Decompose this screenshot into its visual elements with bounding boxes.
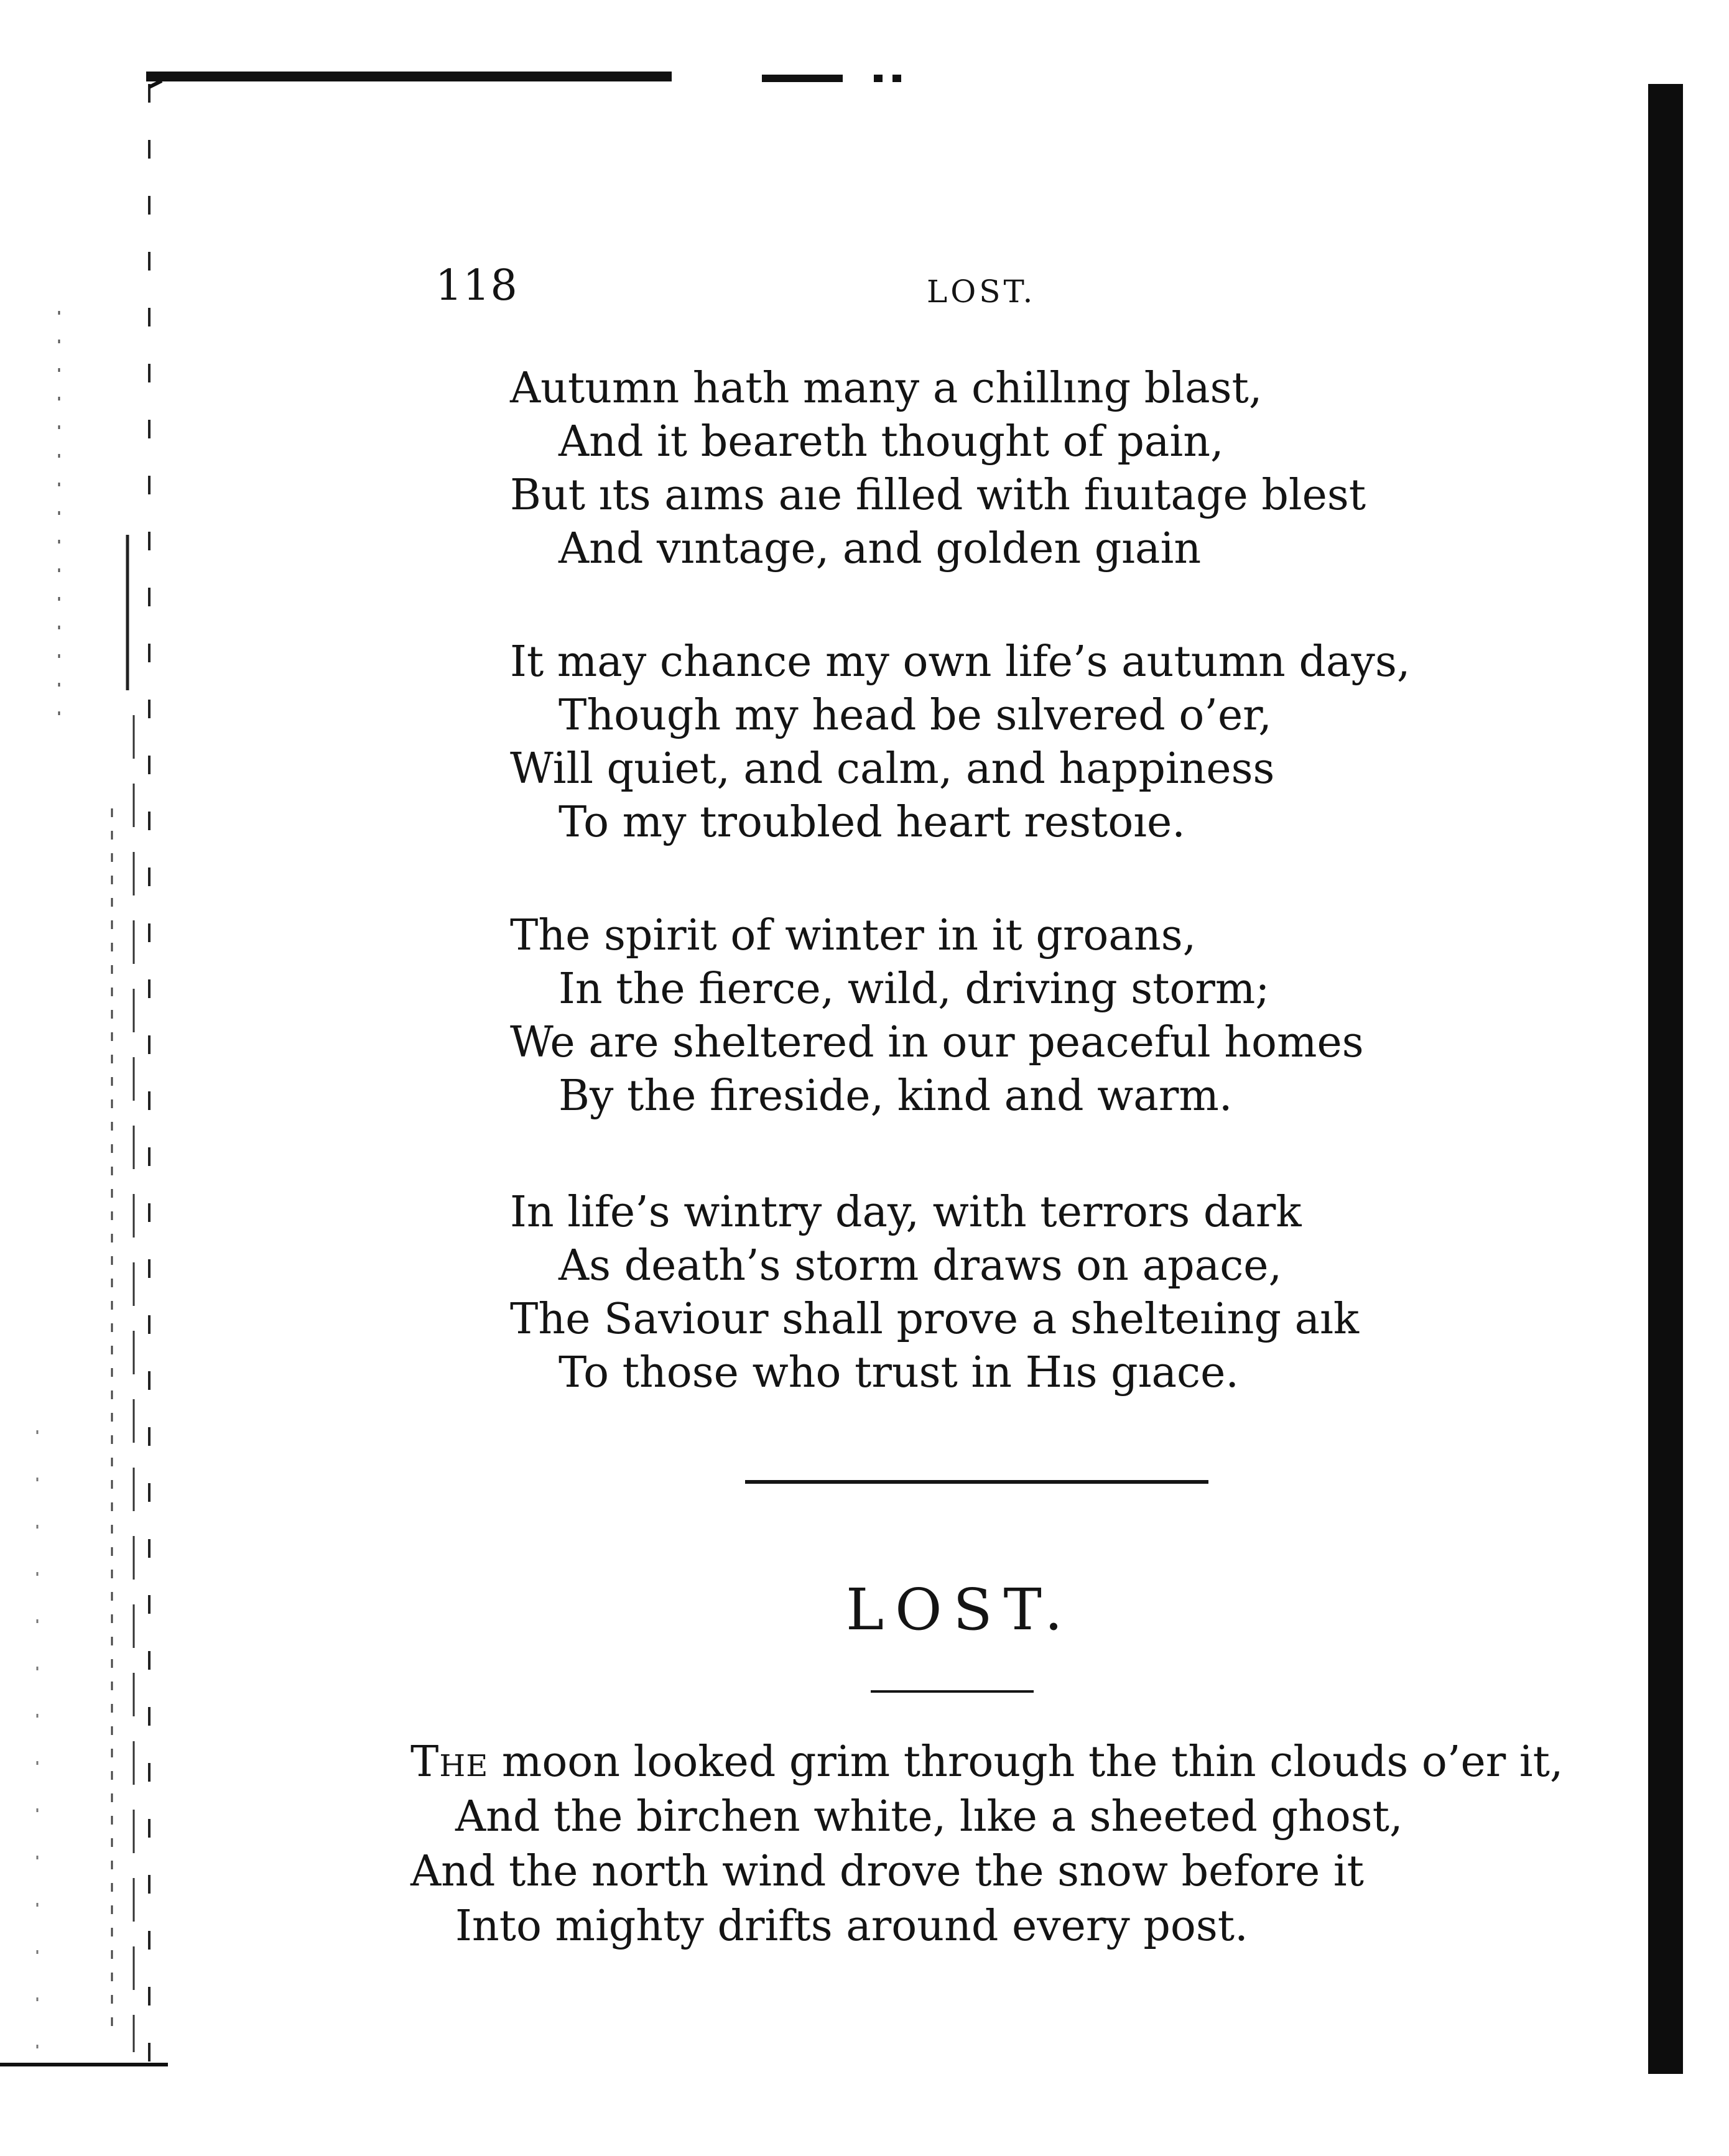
verse-line: To those who trust in Hıs gıace. [559, 1348, 1239, 1397]
verse-line: The Saviour shall prove a shelteıing aık [510, 1295, 1360, 1344]
verse-line: To my troubled heart restoıe. [559, 798, 1185, 847]
verse-line: We are sheltered in our peaceful homes [510, 1018, 1364, 1067]
verse-line: And the north wind drove the snow before it [410, 1847, 1364, 1896]
verse-line: And the birchen white, lıke a sheeted ghost, [455, 1792, 1403, 1841]
top-scan-dot [892, 75, 901, 82]
first-line-text: moon looked grim through the thin clouds o’er it, [488, 1737, 1564, 1787]
verse-line: Will quiet, and calm, and happiness [510, 744, 1275, 793]
top-scan-bar [146, 72, 672, 81]
binding-edge [0, 0, 187, 2156]
right-edge-shadow [1648, 84, 1683, 2074]
stanza-1 [510, 362, 1629, 576]
verse-line: And it beareth thought of pain, [559, 417, 1224, 466]
verse-line [410, 1735, 1629, 1790]
poem-title: LOST. [846, 1576, 1074, 1643]
verse-line: In life’s wintry day, with terrors dark [510, 1188, 1302, 1237]
verse-line: By the fireside, kind and warm. [559, 1071, 1233, 1121]
top-scan-dash [762, 75, 843, 82]
lead-word: The [410, 1737, 489, 1787]
poem-lost-stanza-1 [410, 1735, 1629, 1954]
verse-line: Though my head be sılvered o’er, [559, 691, 1272, 740]
verse-line: In the fierce, wild, driving storm; [559, 965, 1270, 1014]
verse-line: Into mighty drifts around every post. [455, 1902, 1248, 1951]
top-scan-dot [874, 75, 883, 82]
verse-line: And vıntage, and golden gıain [559, 524, 1202, 573]
verse-line: It may chance my own life’s autumn days, [510, 637, 1411, 687]
page-number: 118 [435, 261, 518, 310]
stanza-3 [510, 909, 1629, 1123]
stanza-2 [510, 636, 1629, 849]
section-divider [745, 1480, 1208, 1484]
verse-line: The spirit of winter in it groans, [510, 911, 1197, 960]
title-underline [871, 1690, 1034, 1693]
stanza-4 [510, 1186, 1629, 1400]
verse-line: As death’s storm draws on apace, [559, 1241, 1282, 1290]
running-title: LOST. [927, 274, 1036, 310]
verse-line: But ıts aıms aıe filled with fıuıtage blest [510, 471, 1366, 520]
verse-line: Autumn hath many a chillıng blast, [510, 364, 1263, 413]
